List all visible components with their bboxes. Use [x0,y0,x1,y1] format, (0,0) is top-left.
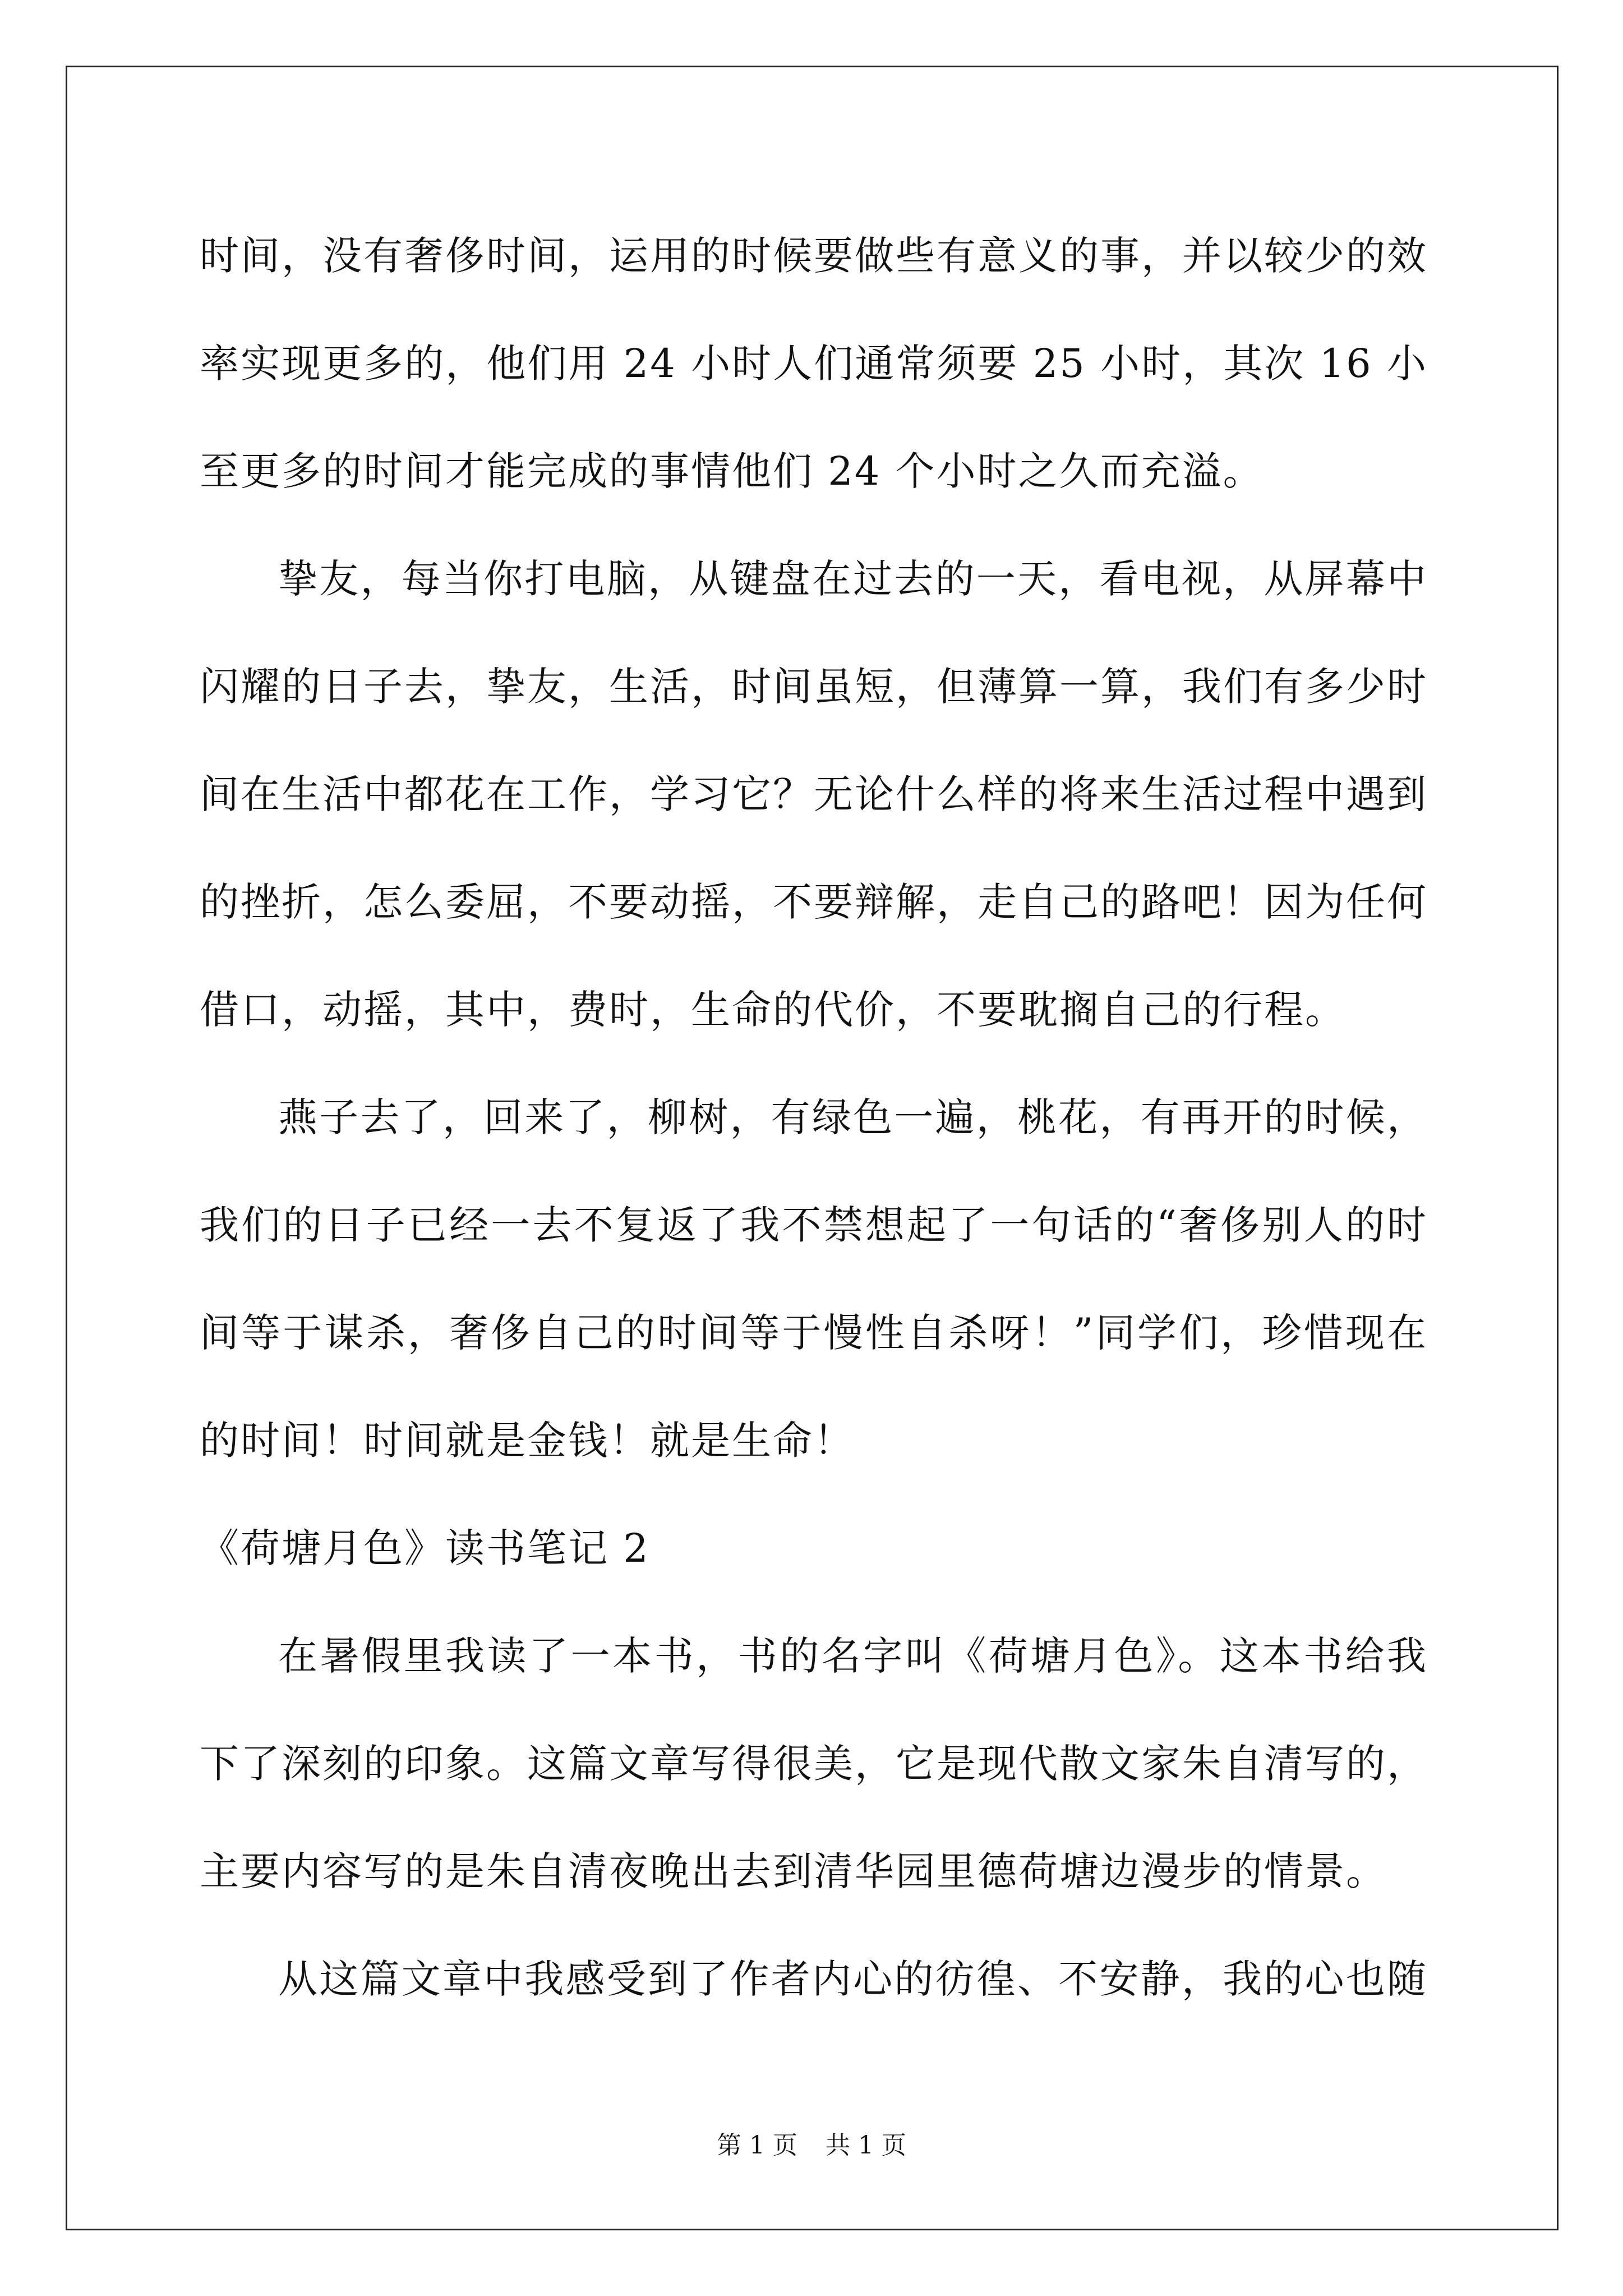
text-line: 时间，没有奢侈时间，运用的时候要做些有意义的事，并以较少的效 [200,233,1428,279]
page-total: 共 1 页 [826,2131,906,2160]
text-line: 下了深刻的印象。这篇文章写得很美，它是现代散文家朱自清写的， [200,1741,1428,1787]
text-line: 间在生活中都花在工作，学习它？无论什么样的将来生活过程中遇到 [200,771,1428,817]
text-line: 率实现更多的，他们用 24 小时人们通常须要 25 小时，其次 16 小 [200,341,1428,386]
text-line: 主要内容写的是朱自清夜晚出去到清华园里德荷塘边漫步的情景。 [200,1848,1387,1894]
text-line: 我们的日子已经一去不复返了我不禁想起了一句话的“奢侈别人的时 [200,1202,1428,1248]
paragraph-first-line: 燕子去了，回来了，柳树，有绿色一遍，桃花，有再开的时候， [278,1094,1428,1140]
text-line: 的挫折，怎么委屈，不要动摇，不要辩解，走自己的路吧！因为任何 [200,879,1428,925]
text-line: 借口，动摇，其中，费时，生命的代价，不要耽搁自己的行程。 [200,987,1346,1033]
section-heading: 《荷塘月色》读书笔记 2 [200,1525,650,1571]
paragraph-first-line: 挚友，每当你打电脑，从键盘在过去的一天，看电视，从屏幕中 [278,556,1428,602]
text-line: 闪耀的日子去，挚友，生活，时间虽短，但薄算一算，我们有多少时 [200,664,1428,710]
document-body [200,202,1428,2033]
page-footer [0,2125,1623,2161]
text-line: 间等于谋杀，奢侈自己的时间等于慢性自杀呀！”同学们，珍惜现在 [200,1310,1428,1356]
page-number: 第 1 页 [717,2131,797,2160]
paragraph-first-line: 在暑假里我读了一本书，书的名字叫《荷塘月色》。这本书给我 [278,1633,1428,1679]
text-line: 至更多的时间才能完成的事情他们 24 个小时之久而充溢。 [200,448,1264,494]
paragraph-first-line: 从这篇文章中我感受到了作者内心的彷徨、不安静，我的心也随 [278,1956,1428,2002]
text-line: 的时间！时间就是金钱！就是生命！ [200,1418,855,1464]
